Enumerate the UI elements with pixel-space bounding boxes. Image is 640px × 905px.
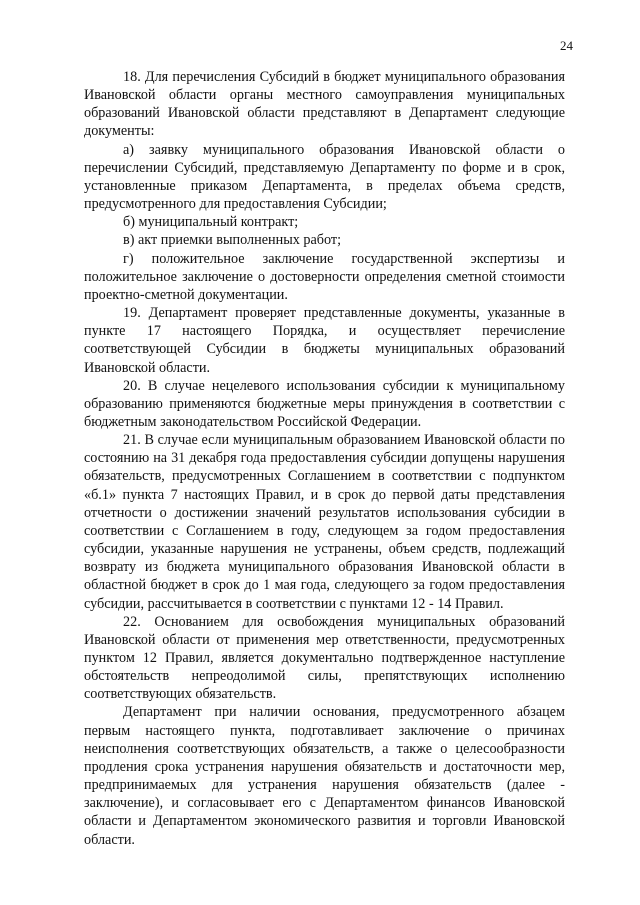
paragraph-18: 18. Для перечисления Субсидий в бюджет муниципального образования Ивановской области органы местного самоуправления муниципальных образований Ивановской области представляют в Департамент следующие документы: <box>84 69 565 140</box>
paragraph-18-a: а) заявку муниципального образования Ивановской области о перечислении Субсидий, представляемую Департаменту по форме и в срок, установленные приказом Департамента, в пределах объема средств, предусмотренного для предоставления Субсидии; <box>84 141 565 213</box>
document-body <box>84 68 565 849</box>
paragraph-21: 21. В случае если муниципальным образованием Ивановской области по состоянию на 31 декабря года предоставления субсидии допущены нарушения обязательств, предусмотренных Соглашением в соответствии с подпунктом «б.1» пункта 7 настоящих Правил, и в срок до первой даты представления отчетности о достижении значений результатов использования субсидии в соответствии с Соглашением в году, следующем за годом предоставления субсидии, указанные нарушения не устранены, объем средств, подлежащий возврату из бюджета муниципального образования Ивановской области в областной бюджет в срок до 1 мая года, следующего за годом предоставления субсидии, рассчитывается в соответствии с пунктами 12 - 14 Правил. <box>84 432 565 612</box>
paragraph-19: 19. Департамент проверяет представленные документы, указанные в пункте 17 настоящего Порядка, и осуществляет перечисление соответствующей Субсидии в бюджеты муниципальных образований Ивановской области. <box>84 305 565 376</box>
paragraph-18-v: в) акт приемки выполненных работ; <box>123 232 342 249</box>
page-number: 24 <box>560 38 573 53</box>
paragraph-18-g: г) положительное заключение государственной экспертизы и положительное заключение о достоверности определения сметной стоимости проектно-сметной документации. <box>84 250 565 303</box>
paragraph-20: 20. В случае нецелевого использования субсидии к муниципальному образованию применяются бюджетные меры принуждения в соответствии с бюджетным законодательством Российской Федерации. <box>84 377 565 430</box>
paragraph-22: 22. Основанием для освобождения муниципальных образований Ивановской области от применения мер ответственности, предусмотренных пунктом 12 Правил, является документально подтвержденное наступление обстоятельств непреодолимой силы, препятствующих исполнению соответствующих обязательств. <box>84 613 565 703</box>
paragraph-22-continuation: Департамент при наличии основания, предусмотренного абзацем первым настоящего пункта, подготавливает заключение о причинах неисполнения соответствующих обязательств, а также о целесообразности продления срока устранения нарушения обязательств и достаточности мер, предпринимаемых для устранения нарушения обязательств (далее - заключение), и согласовывает его с Департаментом финансов Ивановской области и Департаментом экономического развития и торговли Ивановской области. <box>84 704 565 848</box>
paragraph-18-b: б) муниципальный контракт; <box>123 214 299 231</box>
